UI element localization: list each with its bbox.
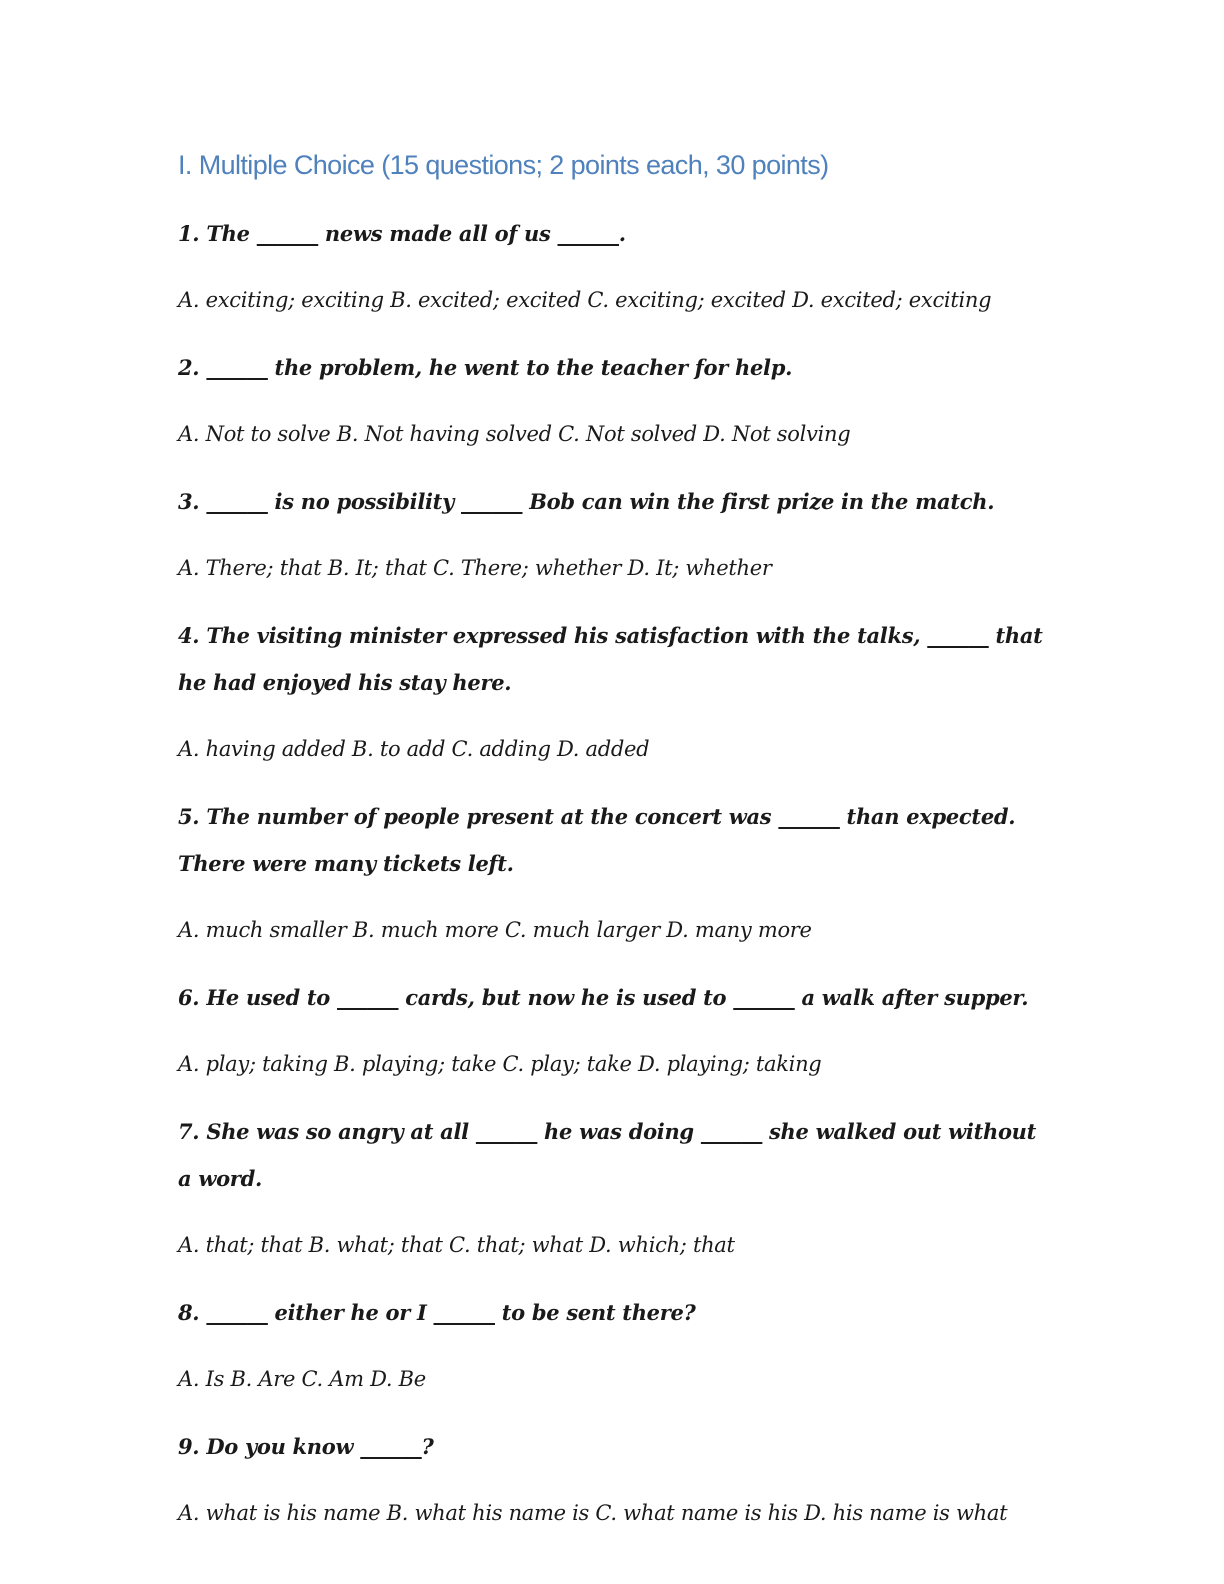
question-9-stem: 9. Do you know ______? bbox=[178, 1434, 434, 1459]
question-1-options: A. exciting; exciting B. excited; excited C. exciting; excited D. excited; exciting bbox=[178, 288, 992, 312]
question-9-options: A. what is his name B. what his name is C. what name is his D. his name is what bbox=[178, 1501, 1008, 1525]
question-8-stem: 8. ______ either he or I ______ to be sent there? bbox=[178, 1300, 696, 1325]
question-5-options: A. much smaller B. much more C. much larger D. many more bbox=[178, 918, 812, 942]
question-1-stem: 1. The ______ news made all of us ______. bbox=[178, 221, 626, 246]
question-4-options: A. having added B. to add C. adding D. added bbox=[178, 737, 650, 761]
question-2-stem: 2. ______ the problem, he went to the teacher for help. bbox=[178, 355, 793, 380]
question-5-stem: 5. The number of people present at the concert was ______ than expected. There were many tickets left. bbox=[178, 804, 1016, 876]
section-heading: I. Multiple Choice (15 questions; 2 points each, 30 points) bbox=[178, 150, 829, 180]
question-3-options: A. There; that B. It; that C. There; whether D. It; whether bbox=[178, 556, 772, 580]
question-6-options: A. play; taking B. playing; take C. play; take D. playing; taking bbox=[178, 1052, 822, 1076]
question-7-stem: 7. She was so angry at all ______ he was doing ______ she walked out without a word. bbox=[178, 1119, 1037, 1191]
question-8-options: A. Is B. Are C. Am D. Be bbox=[178, 1367, 426, 1391]
question-7-options: A. that; that B. what; that C. that; what D. which; that bbox=[178, 1233, 735, 1257]
question-6-stem: 6. He used to ______ cards, but now he is used to ______ a walk after supper. bbox=[178, 985, 1029, 1010]
question-list bbox=[178, 210, 1048, 1557]
question-3-stem: 3. ______ is no possibility ______ Bob can win the first prize in the match. bbox=[178, 489, 995, 514]
question-4-stem: 4. The visiting minister expressed his satisfaction with the talks, ______ that he had enjoyed his stay here. bbox=[178, 623, 1043, 695]
question-2-options: A. Not to solve B. Not having solved C. Not solved D. Not solving bbox=[178, 422, 851, 446]
